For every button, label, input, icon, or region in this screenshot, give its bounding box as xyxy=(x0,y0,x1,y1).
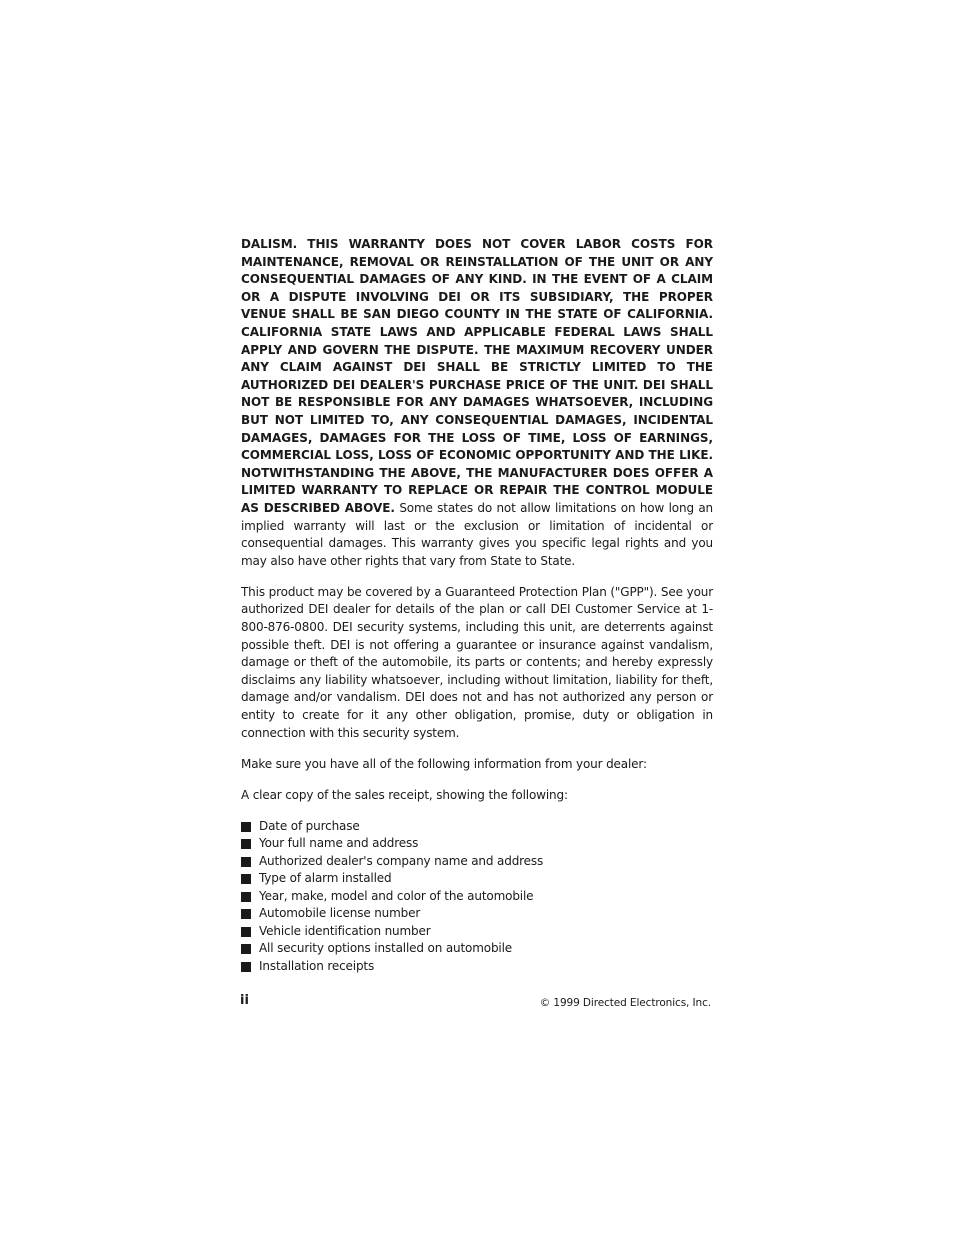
receipt-intro: A clear copy of the sales receipt, showing the following: xyxy=(241,787,568,802)
list-item-label: Installation receipts xyxy=(259,958,375,973)
list-item xyxy=(241,888,713,906)
list-item xyxy=(241,905,713,923)
list-item xyxy=(241,870,713,888)
bullet-square-icon xyxy=(241,822,251,832)
warranty-normal-text: Some states do not allow limitations on how long an implied warranty will last or the exclusion or limitation of incidental or consequential damages. This warranty gives you specific legal rights and you may also have other rights that vary from State to State. xyxy=(241,500,714,568)
list-item-label: Your full name and address xyxy=(259,836,419,851)
list-item-label: Authorized dealer's company name and address xyxy=(259,853,544,868)
list-item-label: Type of alarm installed xyxy=(259,871,392,886)
list-item xyxy=(241,818,713,836)
page-content xyxy=(241,236,713,975)
list-item xyxy=(241,853,713,871)
list-item xyxy=(241,940,713,958)
bullet-square-icon xyxy=(241,892,251,902)
list-item xyxy=(241,835,713,853)
list-item-label: All security options installed on automobile xyxy=(259,941,513,956)
bullet-square-icon xyxy=(241,962,251,972)
list-item-label: Year, make, model and color of the automobile xyxy=(259,888,534,903)
dealer-info-intro: Make sure you have all of the following information from your dealer: xyxy=(241,756,647,771)
page-number: ii xyxy=(240,993,249,1008)
bullet-square-icon xyxy=(241,857,251,867)
warranty-paragraph xyxy=(241,236,713,570)
list-item xyxy=(241,958,713,976)
bullet-square-icon xyxy=(241,927,251,937)
list-item-label: Vehicle identification number xyxy=(259,923,431,938)
receipt-items-list xyxy=(241,818,713,976)
list-item xyxy=(241,923,713,941)
list-item-label: Automobile license number xyxy=(259,906,421,921)
bullet-square-icon xyxy=(241,944,251,954)
warranty-bold-text: DALISM. THIS WARRANTY DOES NOT COVER LABOR COSTS FOR MAINTENANCE, REMOVAL OR REINSTALLATION OF THE UNIT OR ANY CONSEQUENTIAL DAMAGES OF ANY KIND. IN THE EVENT OF A CLAIM OR A DISPUTE INVOLVING DEI OR ITS SUBSIDIARY, THE PROPER VENUE SHALL BE SAN DIEGO COUNTY IN THE STATE OF CALIFORNIA. CALIFORNIA STATE LAWS AND APPLICABLE FEDERAL LAWS SHALL APPLY AND GOVERN THE DISPUTE. THE MAXIMUM RECOVERY UNDER ANY CLAIM AGAINST DEI SHALL BE STRICTLY LIMITED TO THE AUTHORIZED DEI DEALER'S PURCHASE PRICE OF THE UNIT. DEI SHALL NOT BE RESPONSIBLE FOR ANY DAMAGES WHATSOEVER, INCLUDING BUT NOT LIMITED TO, ANY CONSEQUENTIAL DAMAGES, INCIDENTAL DAMAGES, DAMAGES FOR THE LOSS OF TIME, LOSS OF EARNINGS, COMMERCIAL LOSS, LOSS OF ECONOMIC OPPORTUNITY AND THE LIKE. NOTWITHSTANDING THE ABOVE, THE MANUFACTURER DOES OFFER A LIMITED WARRANTY TO REPLACE OR REPAIR THE CONTROL MODULE AS DESCRIBED ABOVE. xyxy=(241,237,713,515)
copyright-notice: © 1999 Directed Electronics, Inc. xyxy=(539,997,711,1009)
bullet-square-icon xyxy=(241,909,251,919)
bullet-square-icon xyxy=(241,874,251,884)
list-item-label: Date of purchase xyxy=(259,818,360,833)
bullet-square-icon xyxy=(241,839,251,849)
gpp-paragraph: This product may be covered by a Guaranteed Protection Plan ("GPP"). See your authorized DEI dealer for details of the plan or call DEI Customer Service at 1-800-876-0800. DEI security systems, including this unit, are deterrents against possible theft. DEI is not offering a guarantee or insurance against vandalism, damage or theft of the automobile, its parts or contents; and hereby expressly disclaims any liability whatsoever, including without limitation, liability for theft, damage and/or vandalism. DEI does not and has not authorized any person or entity to create for it any other obligation, promise, duty or obligation in connection with this security system. xyxy=(241,584,713,740)
